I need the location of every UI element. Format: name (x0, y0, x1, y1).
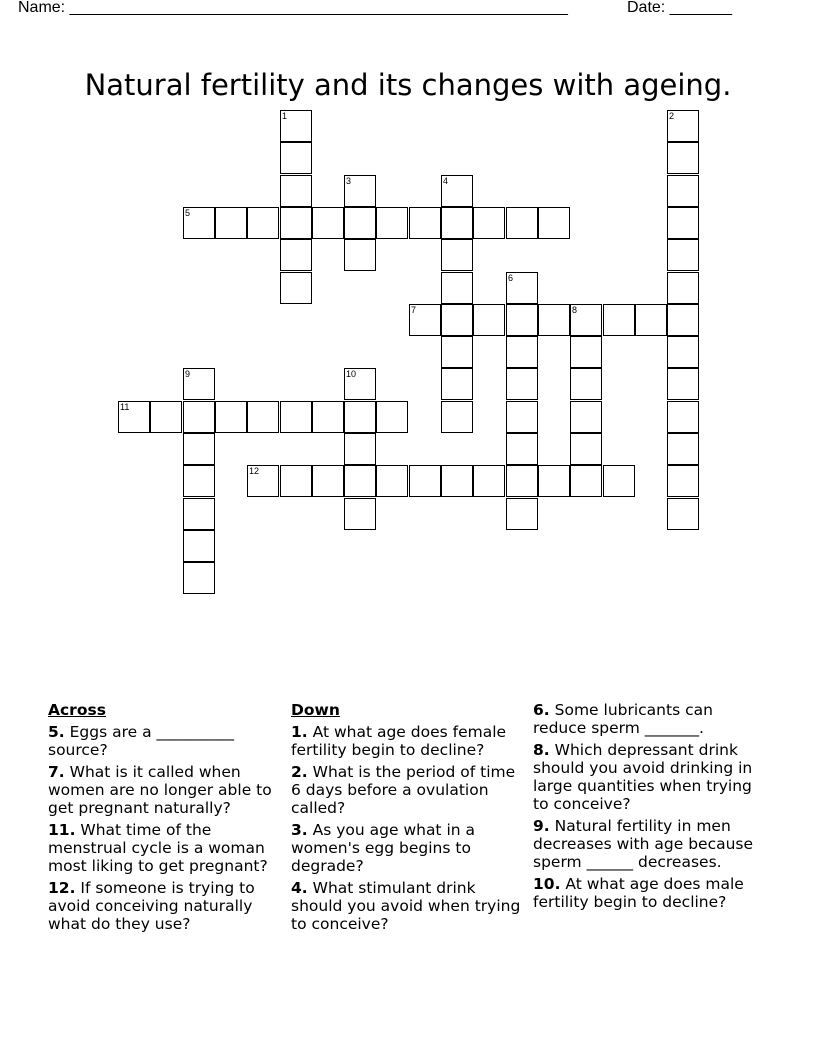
cell-number: 1 (282, 111, 288, 121)
page-title: Natural fertility and its changes with ageing. (84, 68, 732, 103)
cell-number: 4 (443, 176, 449, 186)
grid-cell[interactable] (183, 207, 215, 239)
grid-cell[interactable] (667, 433, 699, 465)
grid-cell[interactable] (603, 304, 635, 336)
grid-cell[interactable] (441, 368, 473, 400)
clue-across-7: 7. What is it called when women are no longer able to get pregnant naturally? (48, 763, 272, 817)
grid-cell[interactable] (344, 368, 376, 400)
grid-cell[interactable] (441, 207, 473, 239)
grid-cell[interactable] (635, 304, 667, 336)
grid-cell[interactable] (183, 368, 215, 400)
grid-cell[interactable] (280, 239, 312, 271)
across-clues (48, 701, 280, 937)
grid-cell[interactable] (215, 401, 247, 433)
grid-cell[interactable] (667, 272, 699, 304)
grid-cell[interactable] (441, 239, 473, 271)
grid-cell[interactable] (473, 465, 505, 497)
grid-cell[interactable] (344, 498, 376, 530)
grid-cell[interactable] (409, 207, 441, 239)
grid-cell[interactable] (506, 336, 538, 368)
clue-down-2: 2. What is the period of time 6 days before a ovulation called? (291, 763, 516, 817)
grid-cell[interactable] (667, 207, 699, 239)
grid-cell[interactable] (280, 465, 312, 497)
cell-number: 9 (185, 369, 191, 379)
grid-cell[interactable] (280, 110, 312, 142)
down-heading: Down (291, 701, 340, 719)
grid-cell[interactable] (280, 207, 312, 239)
grid-cell[interactable] (118, 401, 150, 433)
grid-cell[interactable] (570, 465, 602, 497)
cell-number: 10 (346, 369, 357, 379)
grid-cell[interactable] (441, 272, 473, 304)
grid-cell[interactable] (667, 401, 699, 433)
grid-cell[interactable] (667, 336, 699, 368)
grid-cell[interactable] (376, 207, 408, 239)
grid-cell[interactable] (280, 272, 312, 304)
grid-cell[interactable] (150, 401, 182, 433)
clue-down-8: 8. Which depressant drink should you avoid drinking in large quantities when trying to conceive? (533, 741, 753, 813)
grid-cell[interactable] (183, 562, 215, 594)
grid-cell[interactable] (376, 401, 408, 433)
grid-cell[interactable] (538, 304, 570, 336)
grid-cell[interactable] (247, 465, 279, 497)
grid-cell[interactable] (183, 433, 215, 465)
down-clues-1 (291, 701, 523, 937)
grid-cell[interactable] (183, 401, 215, 433)
grid-cell[interactable] (506, 498, 538, 530)
grid-cell[interactable] (183, 498, 215, 530)
grid-cell[interactable] (441, 304, 473, 336)
grid-cell[interactable] (570, 304, 602, 336)
grid-cell[interactable] (473, 207, 505, 239)
date-label: Date: (627, 0, 670, 16)
grid-cell[interactable] (506, 465, 538, 497)
date-line: _______ (669, 0, 732, 16)
grid-cell[interactable] (183, 465, 215, 497)
grid-cell[interactable] (247, 207, 279, 239)
clue-down-1: 1. At what age does female fertility begin to decline? (291, 723, 507, 759)
grid-cell[interactable] (441, 465, 473, 497)
grid-cell[interactable] (409, 465, 441, 497)
grid-cell[interactable] (441, 175, 473, 207)
grid-cell[interactable] (570, 401, 602, 433)
grid-cell[interactable] (667, 175, 699, 207)
grid-cell[interactable] (441, 336, 473, 368)
grid-cell[interactable] (344, 239, 376, 271)
name-line: ________________________________________________________ (69, 0, 568, 16)
grid-cell[interactable] (506, 304, 538, 336)
down-clues-2 (533, 701, 765, 915)
clue-down-9: 9. Natural fertility in men decreases with age because sperm ______ decreases. (533, 817, 754, 871)
cell-number: 5 (185, 208, 191, 218)
grid-cell[interactable] (344, 175, 376, 207)
grid-cell[interactable] (506, 207, 538, 239)
cell-number: 12 (249, 466, 260, 476)
clue-down-4: 4. What stimulant drink should you avoid when trying to conceive? (291, 879, 521, 933)
grid-cell[interactable] (667, 304, 699, 336)
grid-cell[interactable] (441, 401, 473, 433)
grid-cell[interactable] (280, 401, 312, 433)
grid-cell[interactable] (667, 142, 699, 174)
cell-number: 3 (346, 176, 352, 186)
clue-across-12: 12. If someone is trying to avoid conceiving naturally what do they use? (48, 879, 255, 933)
grid-cell[interactable] (344, 433, 376, 465)
grid-cell[interactable] (667, 239, 699, 271)
grid-cell[interactable] (506, 368, 538, 400)
grid-cell[interactable] (312, 401, 344, 433)
grid-cell[interactable] (570, 336, 602, 368)
grid-cell[interactable] (570, 368, 602, 400)
grid-cell[interactable] (506, 272, 538, 304)
cell-number: 2 (669, 111, 675, 121)
grid-cell[interactable] (280, 142, 312, 174)
clue-across-5: 5. Eggs are a __________ source? (48, 723, 235, 759)
across-heading: Across (48, 701, 106, 719)
grid-cell[interactable] (280, 175, 312, 207)
clue-across-11: 11. What time of the menstrual cycle is a woman most liking to get pregnant? (48, 821, 268, 875)
grid-cell[interactable] (538, 465, 570, 497)
grid-cell[interactable] (667, 110, 699, 142)
cell-number: 11 (120, 402, 130, 412)
grid-cell[interactable] (667, 498, 699, 530)
grid-cell[interactable] (344, 207, 376, 239)
cell-number: 6 (508, 273, 514, 283)
name-label: Name: (18, 0, 70, 16)
grid-cell[interactable] (409, 304, 441, 336)
cell-number: 7 (411, 305, 417, 315)
clue-down-3: 3. As you age what in a women's egg begins to degrade? (291, 821, 475, 875)
grid-cell[interactable] (344, 401, 376, 433)
grid-cell[interactable] (538, 207, 570, 239)
grid-cell[interactable] (247, 401, 279, 433)
grid-cell[interactable] (215, 207, 247, 239)
grid-cell[interactable] (603, 465, 635, 497)
grid-cell[interactable] (344, 465, 376, 497)
clue-down-6: 6. Some lubricants can reduce sperm _______. (533, 701, 713, 737)
grid-cell[interactable] (667, 465, 699, 497)
grid-cell[interactable] (570, 433, 602, 465)
cell-number: 8 (572, 305, 578, 315)
grid-cell[interactable] (376, 465, 408, 497)
grid-cell[interactable] (506, 401, 538, 433)
grid-cell[interactable] (183, 530, 215, 562)
grid-cell[interactable] (667, 368, 699, 400)
grid-cell[interactable] (473, 304, 505, 336)
clue-down-10: 10. At what age does male fertility begin to decline? (533, 875, 744, 911)
grid-cell[interactable] (312, 465, 344, 497)
grid-cell[interactable] (506, 433, 538, 465)
grid-cell[interactable] (312, 207, 344, 239)
